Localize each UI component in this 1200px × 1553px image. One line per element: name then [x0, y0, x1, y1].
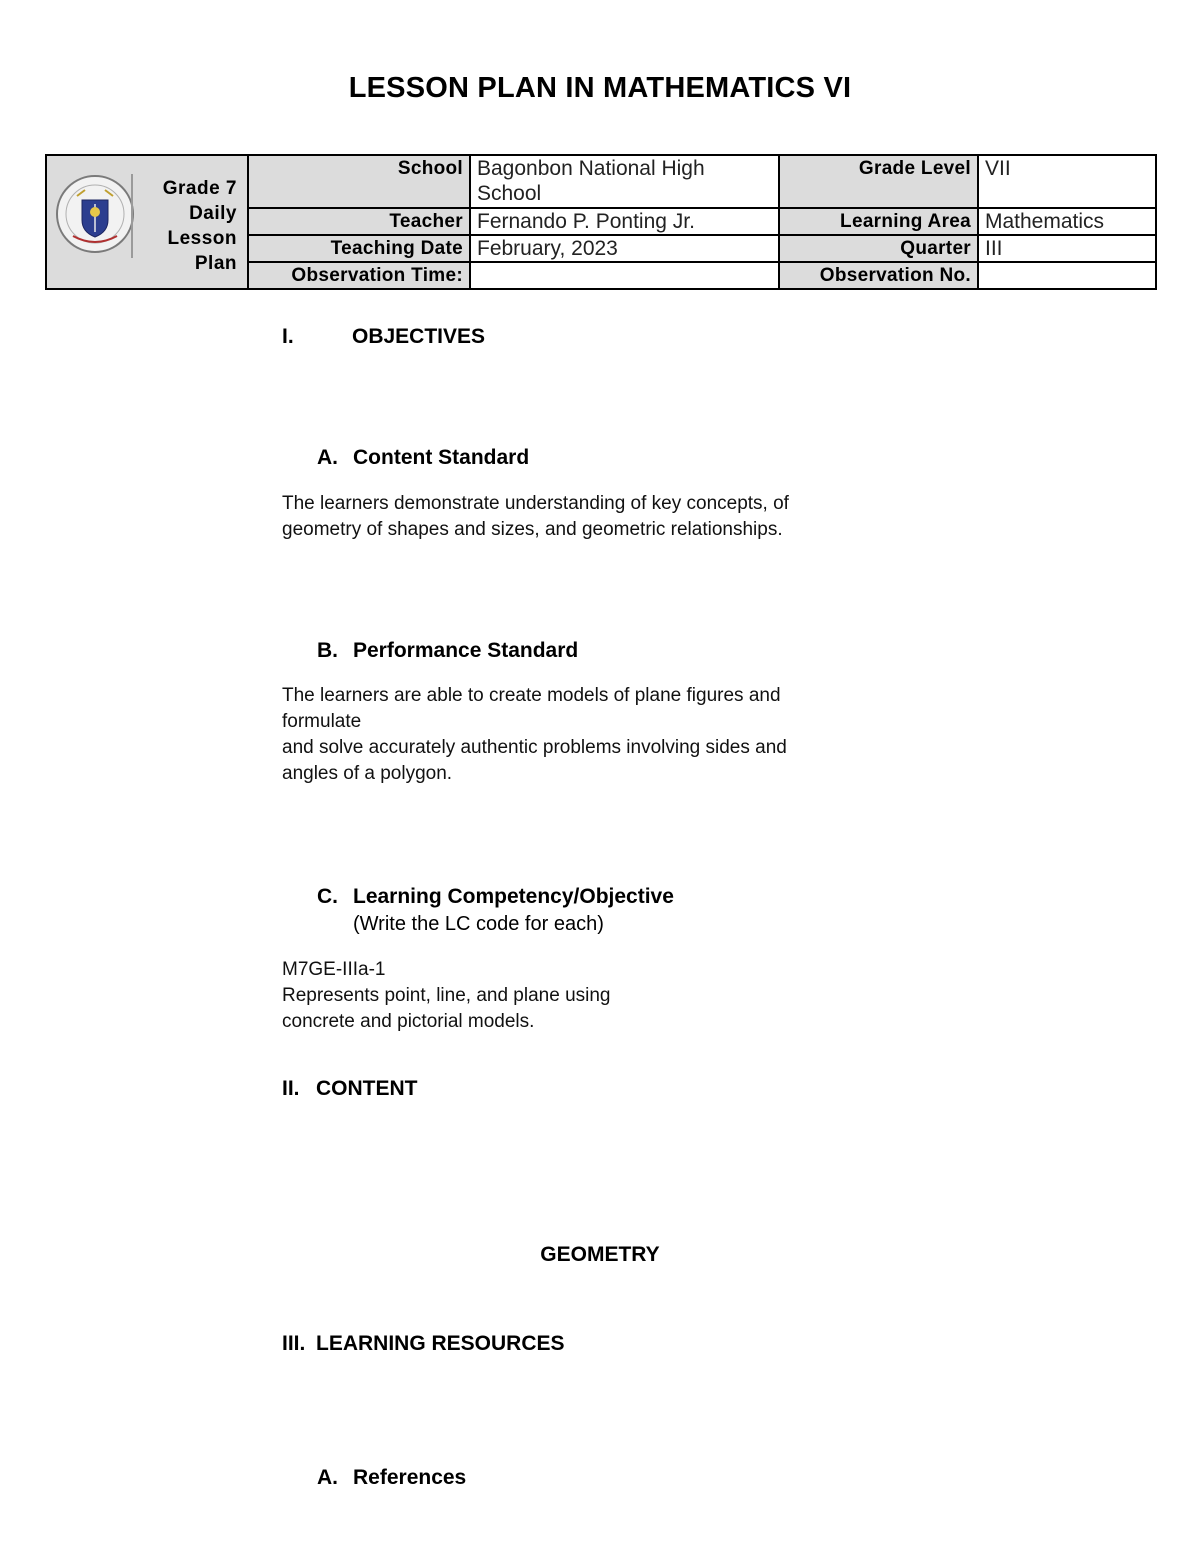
- text-line: concrete and pictorial models.: [282, 1011, 535, 1032]
- deped-seal-icon: [55, 174, 135, 254]
- school-label: School: [248, 155, 470, 208]
- learning-competency-text: [282, 957, 611, 1035]
- performance-standard-heading: [317, 639, 578, 663]
- section-number: II.: [282, 1077, 300, 1100]
- performance-standard-text: [282, 683, 787, 787]
- teaching-date-value: February, 2023: [470, 235, 779, 262]
- section-title: References: [353, 1466, 467, 1489]
- text-line: The learners demonstrate understanding of key concepts, of: [282, 493, 789, 514]
- section-title: Content Standard: [353, 446, 530, 469]
- references-heading: [317, 1466, 466, 1490]
- quarter-label: Quarter: [779, 235, 978, 262]
- section-title: LEARNING RESOURCES: [316, 1332, 565, 1355]
- teaching-date-label: Teaching Date: [248, 235, 470, 262]
- observation-time-value: [470, 262, 779, 289]
- dlp-header-table: [45, 154, 1157, 290]
- teacher-value: Fernando P. Ponting Jr.: [470, 208, 779, 235]
- content-standard-text: [282, 491, 789, 543]
- text-line: formulate: [282, 711, 362, 732]
- logo-cell: [46, 155, 248, 289]
- learning-competency-heading: [317, 885, 674, 909]
- grade-level-label: Grade Level: [779, 155, 978, 208]
- logo-divider: [131, 174, 133, 258]
- quarter-value: III: [978, 235, 1156, 262]
- observation-no-label: Observation No.: [779, 262, 978, 289]
- section-number: B.: [317, 639, 338, 662]
- learning-area-label: Learning Area: [779, 208, 978, 235]
- dlp-line: Plan: [194, 253, 237, 274]
- section-number: A.: [317, 1466, 338, 1489]
- section-title: Performance Standard: [353, 639, 579, 662]
- observation-time-label: Observation Time:: [248, 262, 470, 289]
- section-title: OBJECTIVES: [352, 325, 486, 348]
- section-title: Learning Competency/Objective: [353, 885, 674, 908]
- learning-resources-heading: [282, 1332, 565, 1356]
- section-number: III.: [282, 1332, 306, 1355]
- content-topic: GEOMETRY: [540, 1243, 660, 1266]
- text-line: geometry of shapes and sizes, and geometric relationships.: [282, 519, 783, 540]
- dlp-label: [163, 176, 237, 276]
- section-number: A.: [317, 446, 338, 469]
- observation-no-value: [978, 262, 1156, 289]
- text-line: The learners are able to create models of plane figures and: [282, 685, 781, 706]
- section-title: CONTENT: [316, 1077, 418, 1100]
- learning-area-value: Mathematics: [978, 208, 1156, 235]
- dlp-line: Lesson: [167, 228, 237, 249]
- text-line: and solve accurately authentic problems involving sides and: [282, 737, 787, 758]
- section-number: C.: [317, 885, 338, 908]
- dlp-line: Grade 7: [162, 178, 237, 199]
- grade-level-value: VII: [978, 155, 1156, 208]
- content-heading: [282, 1077, 418, 1101]
- document-title: LESSON PLAN IN MATHEMATICS VI: [348, 72, 852, 104]
- school-value: Bagonbon National High School: [470, 155, 779, 208]
- content-standard-heading: [317, 446, 529, 470]
- dlp-line: Daily: [189, 203, 237, 224]
- text-line: M7GE-IIIa-1: [282, 959, 386, 980]
- teacher-label: Teacher: [248, 208, 470, 235]
- objectives-heading: [282, 325, 485, 349]
- text-line: Represents point, line, and plane using: [282, 985, 611, 1006]
- text-line: angles of a polygon.: [282, 763, 453, 784]
- learning-competency-subtitle: (Write the LC code for each): [353, 913, 604, 935]
- section-number: I.: [282, 325, 294, 348]
